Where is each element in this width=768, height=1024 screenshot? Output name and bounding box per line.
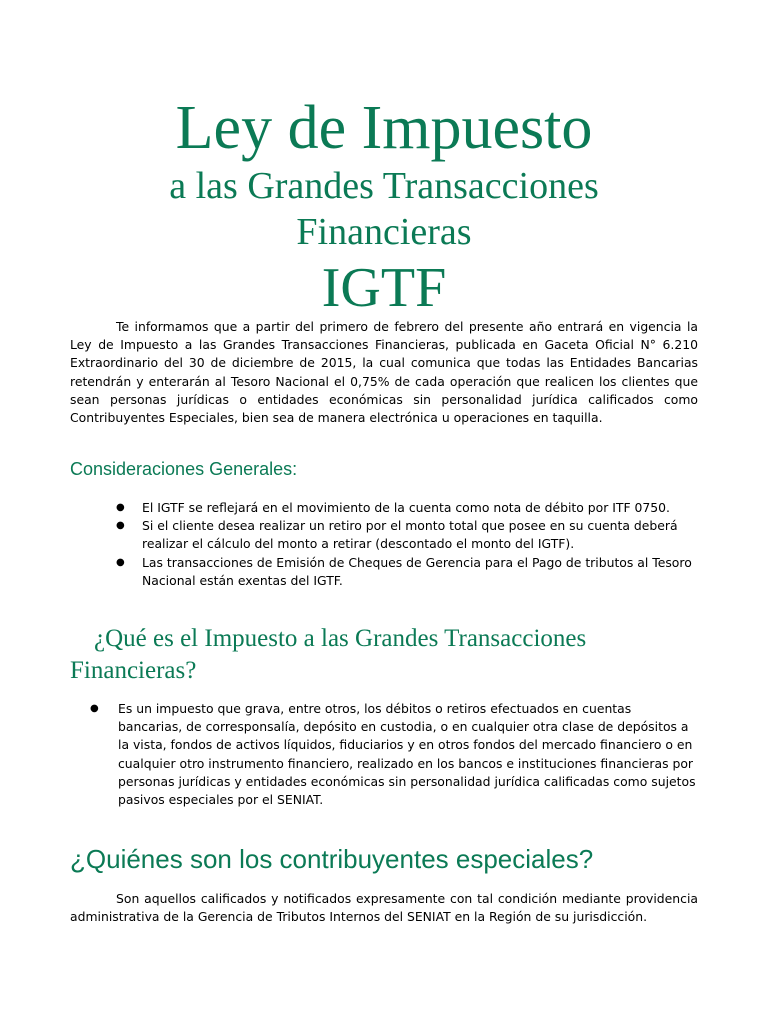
consideraciones-heading: Consideraciones Generales:	[70, 459, 298, 479]
list-item	[70, 499, 698, 517]
document-acronym: IGTF	[321, 257, 447, 319]
bullet-icon: ●	[116, 502, 125, 513]
intro-paragraph: Te informamos que a partir del primero de febrero del presente año entrará en vigencia la Ley de Impuesto a las Grandes Transacciones Financieras, publicada en Gaceta Oficial N° 6.210 Extraordinario del 30 de diciembre de 2015, la cual comunica que todas las Entidades Bancarias retendrán y enterarán al Tesoro Nacional el 0,75% de cada operación que realicen los clientes que sean personas jurídicas o entidades económicas sin personalidad jurídica calificados como Contribuyentes Especiales, bien sea de manera electrónica u operaciones en taquilla.	[70, 319, 698, 426]
consideraciones-list	[70, 499, 698, 590]
bullet-icon: ●	[90, 703, 99, 714]
list-item-text: El IGTF se reflejará en el movimiento de la cuenta como nota de débito por ITF 0750.	[142, 500, 670, 515]
document-title: Ley de Impuesto	[175, 94, 593, 162]
bullet-icon: ●	[116, 520, 125, 532]
list-item	[70, 700, 698, 809]
document-subtitle-line2: Financieras	[296, 211, 472, 253]
list-item-text: Si el cliente desea realizar un retiro por el monto total que posee en su cuenta deberá realizar el cálculo del monto a retirar (descontado el monto del IGTF).	[142, 518, 678, 552]
que-es-heading: ¿Qué es el Impuesto a las Grandes Transacciones Financieras?	[70, 625, 587, 684]
que-es-list	[70, 700, 698, 809]
list-item	[70, 517, 698, 553]
quienes-paragraph: Son aquellos calificados y notificados expresamente con tal condición mediante providencia administrativa de la Gerencia de Tributos Internos del SENIAT en la Región de su jurisdicción.	[70, 891, 698, 925]
list-item-text: Es un impuesto que grava, entre otros, los débitos o retiros efectuados en cuentas bancarias, de corresponsalía, depósito en custodia, o en cualquier otra clase de depósitos a la vista, fondos de activos líquidos, fiduciarios y en otros fondos del mercado financiero o en cualquier otro instrumento financiero, realizado en los bancos e instituciones financieras por personas jurídicas y entidades económicas sin personalidad jurídica calificadas como sujetos pasivos especiales por el SENIAT.	[118, 701, 696, 808]
document-subtitle-line1: a las Grandes Transacciones	[169, 165, 599, 207]
list-item	[70, 554, 698, 590]
bullet-icon: ●	[116, 556, 125, 568]
quienes-heading: ¿Quiénes son los contribuyentes especiales?	[70, 844, 594, 874]
list-item-text: Las transacciones de Emisión de Cheques de Gerencia para el Pago de tributos al Tesoro Nacional están exentas del IGTF.	[142, 554, 692, 588]
